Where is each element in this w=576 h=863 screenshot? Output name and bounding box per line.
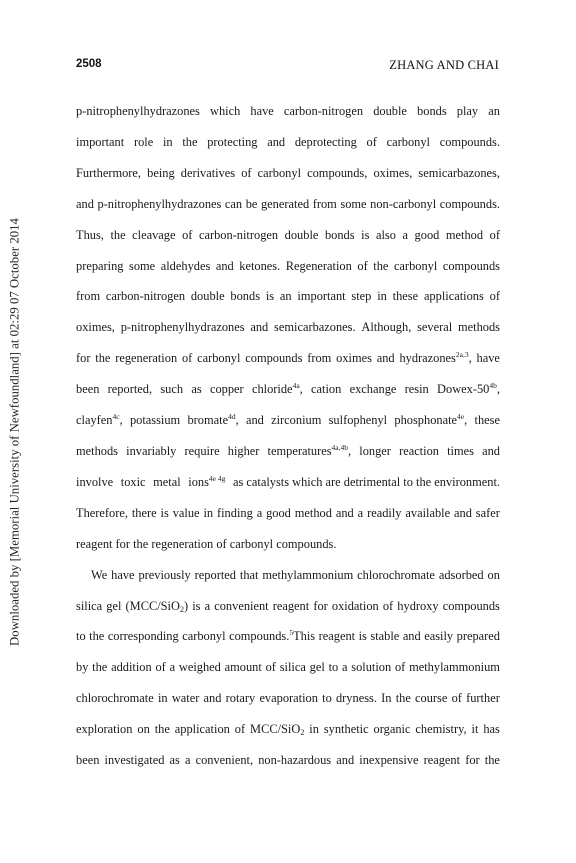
text-line: involve toxic metal ions$^{4e 4g}$ as catalysts which are detrimental to the environment. (76, 473, 500, 489)
body-text (76, 96, 500, 776)
text-line: p-nitrophenylhydrazones which have carbon-nitrogen double bonds play an (76, 104, 500, 118)
download-watermark (4, 0, 26, 863)
citation-ref: 2a,3 (455, 350, 469, 360)
text-line: Therefore, there is value in finding a good method and a readily available and safer (76, 505, 500, 520)
text-line: silica gel (MCC/SiO$_2$) is a convenient reagent for oxidation of hydroxy compounds (76, 598, 500, 614)
text-line: reagent for the regeneration of carbonyl compounds. (76, 536, 337, 551)
citation-ref: 4e (457, 412, 465, 422)
citation-ref: 4b (489, 381, 497, 391)
citation-ref: 4e 4g (208, 473, 226, 483)
text-line: important role in the protecting and deprotecting of carbonyl compounds. (76, 134, 500, 149)
text-line: by the addition of a weighed amount of silica gel to a solution of methylammonium (76, 660, 500, 675)
text-line: preparing some aldehydes and ketones. Regeneration of the carbonyl compounds (76, 258, 500, 273)
text-line: exploration on the application of MCC/SiO$_2$ in synthetic organic chemistry, it has (76, 722, 500, 738)
citation-ref: 4d (228, 412, 236, 422)
text-line: been reported, such as copper chloride$^{4a}$, cation exchange resin Dowex-$50^{4b}$, (76, 381, 500, 397)
text-line: been investigated as a convenient, non-hazardous and inexpensive reagent for the (76, 753, 500, 768)
citation-ref: 4a,4b (331, 442, 349, 452)
download-watermark-text: Downloaded by [Memorial University of Newfoundland] at 02:29 07 October 2014 (7, 217, 22, 646)
running-title: ZHANG AND CHAI (389, 58, 499, 72)
text-line: clayfen$^{4c}$, potassium bromate$^{4d}$, and zirconium sulfophenyl phosphonate$^{4e}$, these (76, 412, 500, 428)
text-line: chlorochromate in water and rotary evaporation to dryness. In the course of further (76, 691, 500, 706)
text-line: to the corresponding carbonyl compounds.$^5$This reagent is stable and easily prepared (76, 628, 500, 644)
text-line: and p-nitrophenylhydrazones can be generated from some non-carbonyl compounds. (76, 196, 500, 211)
text-line: methods invariably require higher temperatures$^{4a,4b}$, longer reaction times and (76, 442, 500, 458)
text-line: for the regeneration of carbonyl compounds from oximes and hydrazones$^{2a,3}$, have (76, 350, 500, 366)
text-line: Furthermore, being derivatives of carbonyl compounds, oximes, semicarbazones, (76, 165, 500, 180)
page-header (76, 58, 499, 73)
citation-ref: 4c (112, 412, 120, 422)
text-line: Thus, the cleavage of carbon-nitrogen double bonds is also a good method of (76, 227, 500, 242)
page-number: 2508 (76, 58, 102, 70)
text-line: from carbon-nitrogen double bonds is an important step in these applications of (76, 289, 500, 304)
citation-ref: 4a (292, 381, 300, 391)
text-line: We have previously reported that methylammonium chlorochromate adsorbed on (91, 567, 500, 582)
citation-ref: 5 (289, 628, 294, 638)
text-line: oximes, p-nitrophenylhydrazones and semicarbazones. Although, several methods (76, 320, 500, 335)
